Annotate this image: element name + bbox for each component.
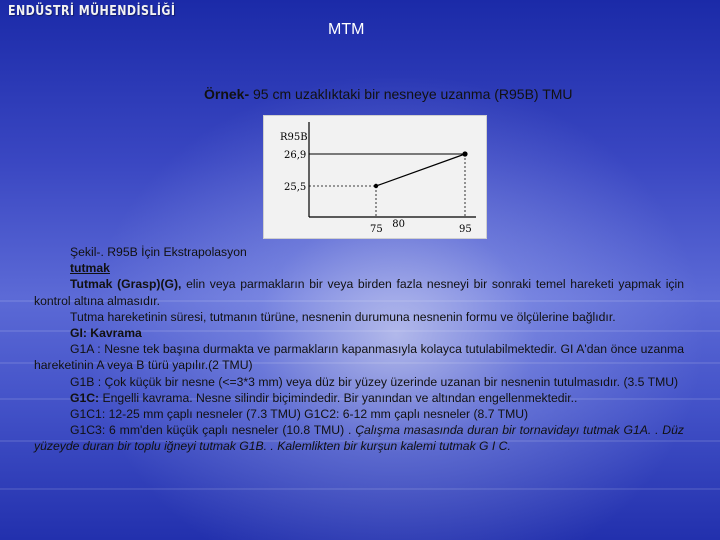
g1-heading: GI: Kavrama (70, 326, 142, 341)
y-tick-label: 26,9 (284, 150, 307, 161)
grasp-duration: Tutma hareketinin süresi, tutmanın türüne, nesnenin durumuna nesnenin formu ve ölçülerine bağlıdır. (70, 309, 616, 324)
grasp-heading-text: tutmak (70, 261, 110, 276)
data-point-95 (462, 151, 467, 156)
grasp-heading (34, 260, 684, 276)
example-label: Örnek- (204, 86, 250, 102)
series-line (376, 154, 465, 186)
page-title: MTM (328, 21, 365, 38)
figure-caption: Şekil-. R95B İçin Ekstrapolasyon (70, 245, 247, 259)
chart-svg (264, 116, 486, 238)
g1c-bold: G1C: (70, 390, 100, 405)
g1c3-examples: Çalışma masasında duran bir tornavidayı tutmak G1A. . Düz yüzeyde duran bir toplu iğneyi tutmak G1B. . Kalemlikten bir kurşun kalemi tutmak G I C. (34, 423, 684, 454)
grasp-definition-bold: Tutmak (Grasp)(G), (70, 277, 182, 292)
g1b-text: G1B : Çok küçük bir nesne (<=3*3 mm) veya düz bir yüzey üzerinde uzanan bir nesnenin tutulmasıdır. (3.5 TMU) (70, 374, 679, 389)
example-title (204, 86, 573, 102)
g1c3-text (34, 422, 684, 454)
x-tick-label: 95 (459, 224, 472, 235)
example-text: 95 cm uzaklıktaki bir nesneye uzanma (R95B) TMU (249, 86, 573, 102)
content-area (34, 244, 684, 455)
x-tick-label: 80 (392, 219, 405, 230)
g1c-definition: Engelli kavrama. Nesne silindir biçimindedir. Bir yanından ve altından engellenmektedir.. (99, 390, 578, 405)
y-tick-label: 25,5 (284, 182, 307, 193)
grasp-definition-text: elin veya parmakların bir veya birden fazla nesneyi bir sonraki temel hareketi yapmak için kontrol altına almasıdır. (34, 277, 684, 308)
g1c1-text: G1C1: 12-25 mm çaplı nesneler (7.3 TMU) G1C2: 6-12 mm çaplı nesneler (8.7 TMU) (70, 407, 529, 422)
data-point-75 (374, 184, 378, 188)
extrapolation-chart (263, 115, 487, 239)
x-tick-label: 75 (370, 224, 383, 235)
header-left-title: ENDÜSTRİ MÜHENDİSLİĞİ (8, 4, 176, 19)
grasp-definition (34, 276, 684, 308)
g1c3-normal: G1C3: 6 mm'den küçük çaplı nesneler (10.8 TMU) . (70, 423, 356, 438)
g1a-text: G1A : Nesne tek başına durmakta ve parmakların kapanmasıyla kolayca tutulabilmektedir. GI A'dan önce uzanma hareketinin A veya B türü yapılır.(2 TMU) (34, 342, 684, 373)
g1c-text (34, 390, 684, 406)
y-axis-label: R95B (280, 132, 308, 143)
